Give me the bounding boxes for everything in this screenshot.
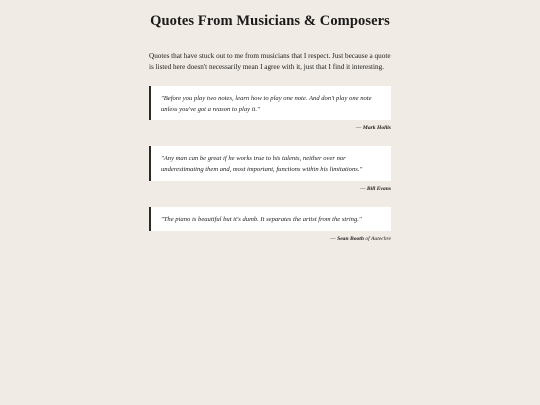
attribution-dash: — (359, 186, 367, 192)
intro-paragraph: Quotes that have stuck out to me from musicians that I respect. Just because a quote is listed here doesn't necessarily mean I agree with it, just that I find it interesting. (149, 52, 391, 71)
quote-block (149, 146, 391, 193)
quote-author: Bill Evans (366, 186, 391, 192)
attribution-dash: — (330, 236, 338, 242)
quote-author: Sean Booth (337, 236, 364, 242)
page-title: Quotes From Musicians & Composers (150, 13, 390, 29)
quote-text: "The piano is beautiful but it's dumb. It separates the artist from the string." (149, 207, 391, 231)
quote-author: Mark Hollis (362, 125, 391, 131)
quote-block (149, 207, 391, 243)
quote-attribution (149, 185, 391, 193)
quote-text: "Any man can be great if he works true to his talents, neither over nor underestimating them and, most important, functions within his limitations." (149, 146, 391, 181)
attribution-dash: — (355, 125, 363, 131)
quote-attribution (149, 124, 391, 132)
quote-text: "Before you play two notes, learn how to play one note. And don't play one note unless you've got a reason to play it." (149, 86, 391, 120)
quote-block (149, 86, 391, 132)
quote-source: of Autechre (363, 236, 391, 242)
quote-attribution (149, 235, 391, 243)
